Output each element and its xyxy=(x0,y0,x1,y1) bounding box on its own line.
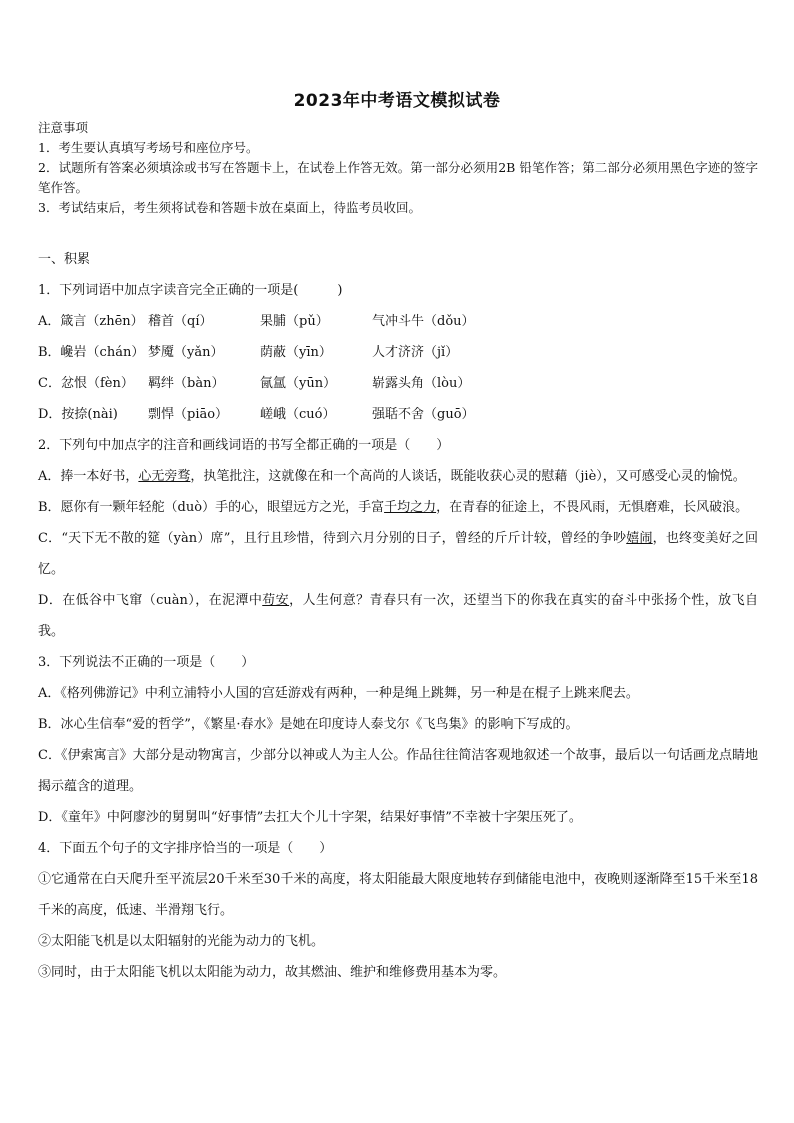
q2-stem: 2．下列句中加点字的注音和画线词语的书写全都正确的一项是（ ） xyxy=(38,438,450,453)
section-heading: 一、积累 xyxy=(38,252,91,267)
q2-a-text-1: A．捧一本好书， xyxy=(38,469,139,484)
q2-b-underlined: 千均之力 xyxy=(384,500,437,515)
notice-heading: 注意事项 xyxy=(38,120,89,135)
q1-a-2: 稽首（qí） xyxy=(148,314,213,329)
q2-d-text-2: ，人生何意？青春只有一次，还望当下的你我在真实的奋斗中张扬个性，放飞自我。 xyxy=(38,593,758,639)
q2-d-underlined: 苟安 xyxy=(262,593,290,608)
q1-a-4: 气冲斗牛（dǒu） xyxy=(372,314,475,329)
q1-c-2: 羁绊（bàn） xyxy=(148,376,225,391)
q1-c-3: 氤氲（yūn） xyxy=(260,376,337,391)
notice-item-2: 2．试题所有答案必须填涂或书写在答题卡上，在试卷上作答无效。第一部分必须用2B 铅笔作答；第二部分必须用黑色字迹的签字笔作答。 xyxy=(38,160,758,195)
q2-c-underlined: 嬉闹 xyxy=(626,531,653,546)
q1-option-c xyxy=(38,368,758,399)
q1-b-1: B．巉岩（chán） xyxy=(38,345,145,360)
q1-a-1: A．箴言（zhēn） xyxy=(38,314,144,329)
q1-option-b xyxy=(38,337,758,368)
q2-option-a xyxy=(38,461,758,492)
q2-option-b xyxy=(38,492,758,523)
q1-option-a xyxy=(38,306,758,337)
q2-option-d xyxy=(38,585,758,647)
q1-c-1: C．忿恨（fèn） xyxy=(38,376,134,391)
q1-d-1: D．按捺(nài) xyxy=(38,407,118,422)
q1-b-3: 荫蔽（yīn） xyxy=(260,345,332,360)
q4-sentence-1: ①它通常在白天爬升至平流层20千米至30千米的高度，将太阳能最大限度地转存到储能电池中，夜晚则逐渐降至15千米至18千米的高度，低速、半滑翔飞行。 xyxy=(38,872,758,918)
q4-sentence-3: ③同时，由于太阳能飞机以太阳能为动力，故其燃油、维护和维修费用基本为零。 xyxy=(38,965,507,980)
q3-option-c: C．《伊索寓言》大部分是动物寓言，少部分以神或人为主人公。作品往往简洁客观地叙述一个故事，最后以一句话画龙点睛地揭示蕴含的道理。 xyxy=(38,748,758,794)
q1-d-4: 强聒不舍（guō） xyxy=(372,407,475,422)
q1-stem: 1．下列词语中加点字读音完全正确的一项是( ) xyxy=(38,283,343,298)
q2-c-text-1: C．“天下无不散的筵（yàn）席”，且行且珍惜，待到六月分别的日子，曾经的斤斤计较，曾经的争吵 xyxy=(38,531,627,546)
q1-d-3: 嵯峨（cuó） xyxy=(260,407,336,422)
q4-sentence-2: ②太阳能飞机是以太阳辐射的光能为动力的飞机。 xyxy=(38,934,325,949)
q1-b-4: 人才济济（jǐ） xyxy=(372,345,459,360)
notice-item-3: 3．考试结束后，考生须将试卷和答题卡放在桌面上，待监考员收回。 xyxy=(38,200,421,215)
q4-stem: 4．下面五个句子的文字排序恰当的一项是（ ） xyxy=(38,841,333,856)
q3-stem: 3．下列说法不正确的一项是（ ） xyxy=(38,655,255,670)
q1-d-2: 剽悍（piāo） xyxy=(148,407,229,422)
q1-b-2: 梦魇（yǎn） xyxy=(148,345,224,360)
q2-b-text-2: ，在青春的征途上，不畏风雨，无惧磨难，长风破浪。 xyxy=(436,500,749,515)
notice-item-1: 1．考生要认真填写考场号和座位序号。 xyxy=(38,140,259,155)
exam-body xyxy=(38,244,758,988)
q2-b-text-1: B．愿你有一颗年轻舵（duò）手的心，眼望远方之光，手富 xyxy=(38,500,385,515)
q1-option-d xyxy=(38,399,758,430)
q1-c-4: 崭露头角（lòu） xyxy=(372,376,471,391)
q2-option-c xyxy=(38,523,758,585)
q2-c-text-2: ，也终变美好之回忆。 xyxy=(38,531,758,577)
page-title: 2023年中考语文模拟试卷 xyxy=(293,91,501,111)
q2-d-text-1: D．在低谷中飞窜（cuàn），在泥潭中 xyxy=(38,593,263,608)
q3-option-a: A．《格列佛游记》中利立浦特小人国的宫廷游戏有两种，一种是绳上跳舞，另一种是在棍子上跳来爬去。 xyxy=(38,686,639,701)
q3-option-b: B．冰心生信奉“爱的哲学”，《繁星·春水》是她在印度诗人泰戈尔《飞鸟集》的影响下写成的。 xyxy=(38,717,579,732)
q1-a-3: 果脯（pǔ） xyxy=(260,314,329,329)
q2-a-text-2: ，执笔批注，这就像在和一个高尚的人谈话，既能收获心灵的慰藉（jiè），又可感受心灵的愉悦。 xyxy=(190,469,746,484)
q3-option-d: D．《童年》中阿廖沙的舅舅叫“好事情”去扛大个儿十字架，结果好事情”不幸被十字架压死了。 xyxy=(38,810,582,825)
notice-block xyxy=(38,118,758,218)
q2-a-underlined: 心无旁骛 xyxy=(138,469,191,484)
